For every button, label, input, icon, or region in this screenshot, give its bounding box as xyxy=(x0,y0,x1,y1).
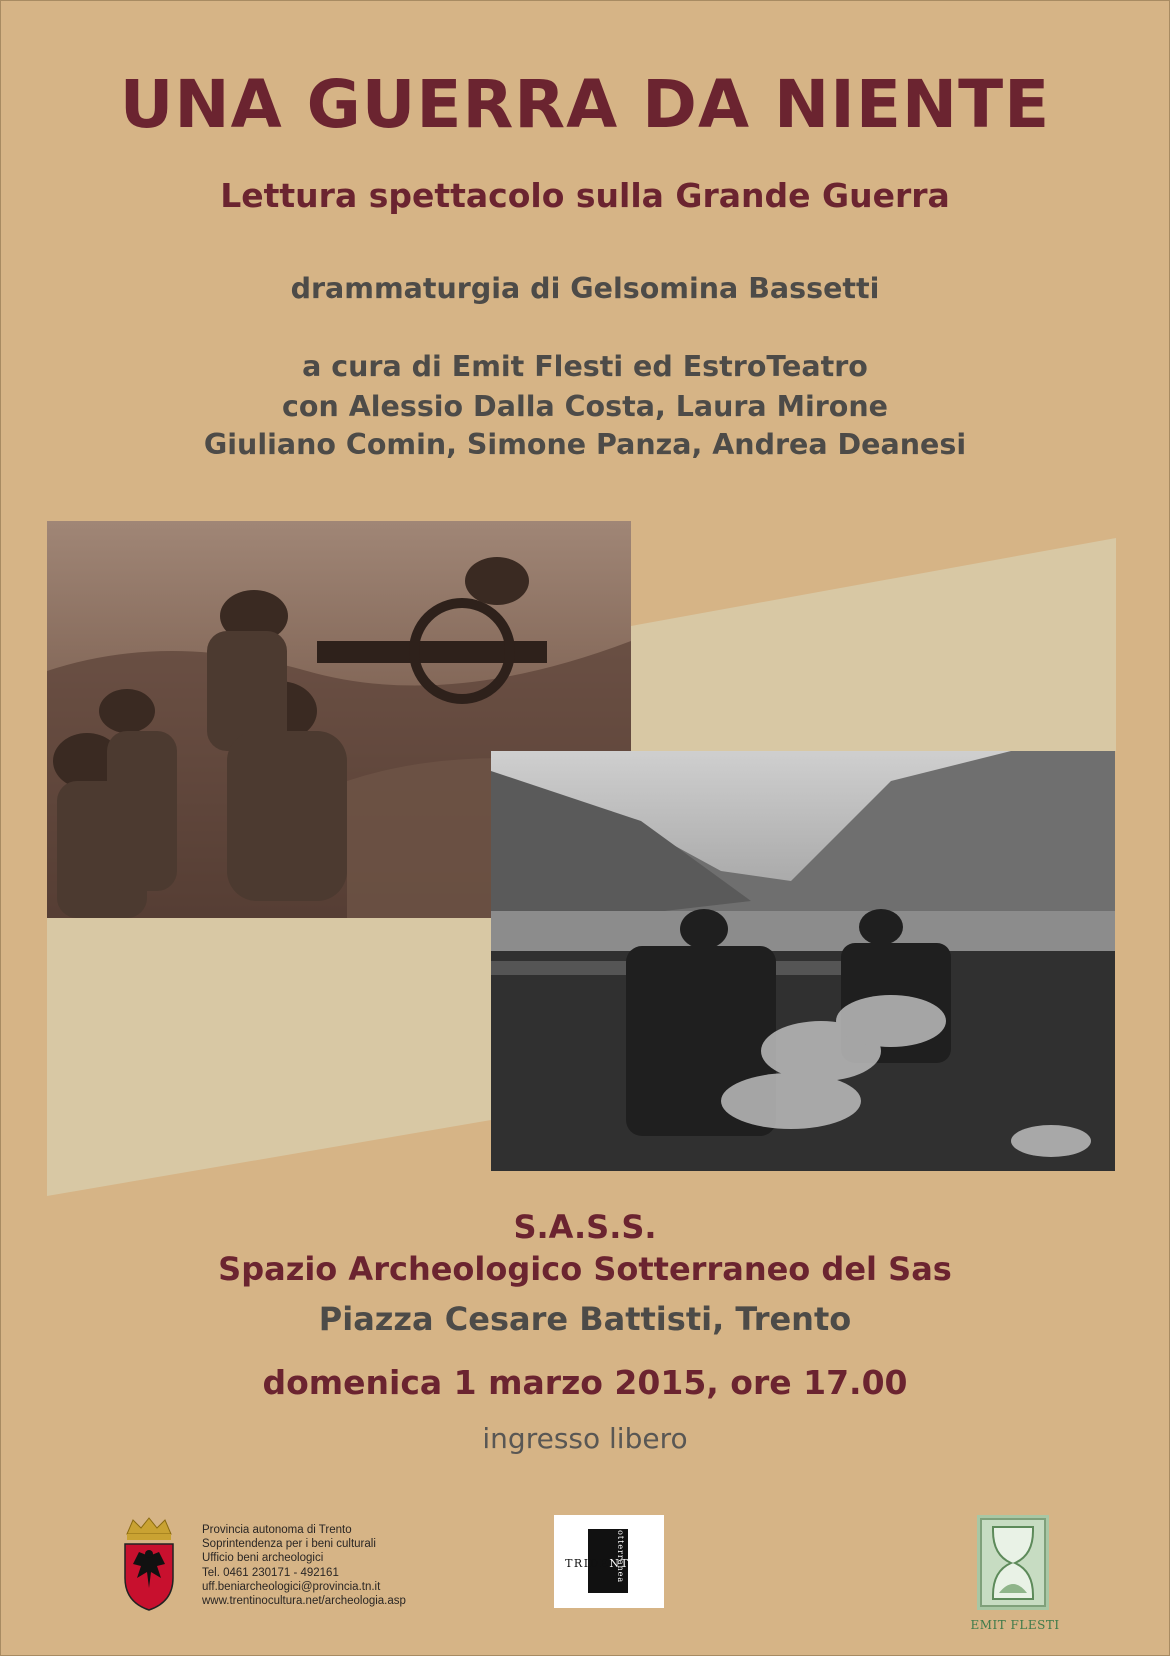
event-date: domenica 1 marzo 2015, ore 17.00 xyxy=(262,1363,908,1402)
credit-dramaturgy: drammaturgia di Gelsomina Bassetti xyxy=(290,272,880,305)
credit-curated-by: a cura di Emit Flesti ed EstroTeatro xyxy=(302,350,868,383)
venue-acronym: S.A.S.S. xyxy=(513,1208,657,1246)
footer-institution-text xyxy=(202,1523,406,1608)
footer-line: Ufficio beni archeologici xyxy=(202,1552,324,1565)
tridentum-word-right: NTUM xyxy=(609,1557,653,1570)
venue-address: Piazza Cesare Battisti, Trento xyxy=(318,1300,852,1338)
poster-subtitle: Lettura spettacolo sulla Grande Guerra xyxy=(220,176,950,215)
provincia-trento-crest-icon xyxy=(119,1516,179,1612)
emit-flesti-name: EMIT FLESTI xyxy=(970,1618,1060,1632)
valley-soldiers-photo xyxy=(491,751,1115,1171)
footer-line: Provincia autonoma di Trento xyxy=(202,1524,352,1536)
venue-name: Spazio Archeologico Sotterraneo del Sas xyxy=(218,1250,952,1288)
footer-website: www.trentinocultura.net/archeologia.asp xyxy=(202,1595,406,1608)
poster-title: UNA GUERRA DA NIENTE xyxy=(119,66,1051,143)
footer-email: uff.beniarcheologici@provincia.tn.it xyxy=(202,1580,381,1593)
entry-info: ingresso libero xyxy=(482,1422,688,1455)
credit-cast-2: Giuliano Comin, Simone Panza, Andrea Deanesi xyxy=(203,428,967,461)
tridentum-logo-icon xyxy=(554,1515,664,1608)
tridentum-word-left: TRIDE xyxy=(565,1557,610,1570)
tridentum-vertical-word: sotterranea xyxy=(616,1525,625,1584)
emit-flesti-hourglass-icon xyxy=(977,1515,1049,1610)
footer-phone: Tel. 0461 230171 - 492161 xyxy=(202,1566,339,1579)
credit-cast-1: con Alessio Dalla Costa, Laura Mirone xyxy=(282,390,888,423)
footer-line: Soprintendenza per i beni culturali xyxy=(202,1538,376,1551)
